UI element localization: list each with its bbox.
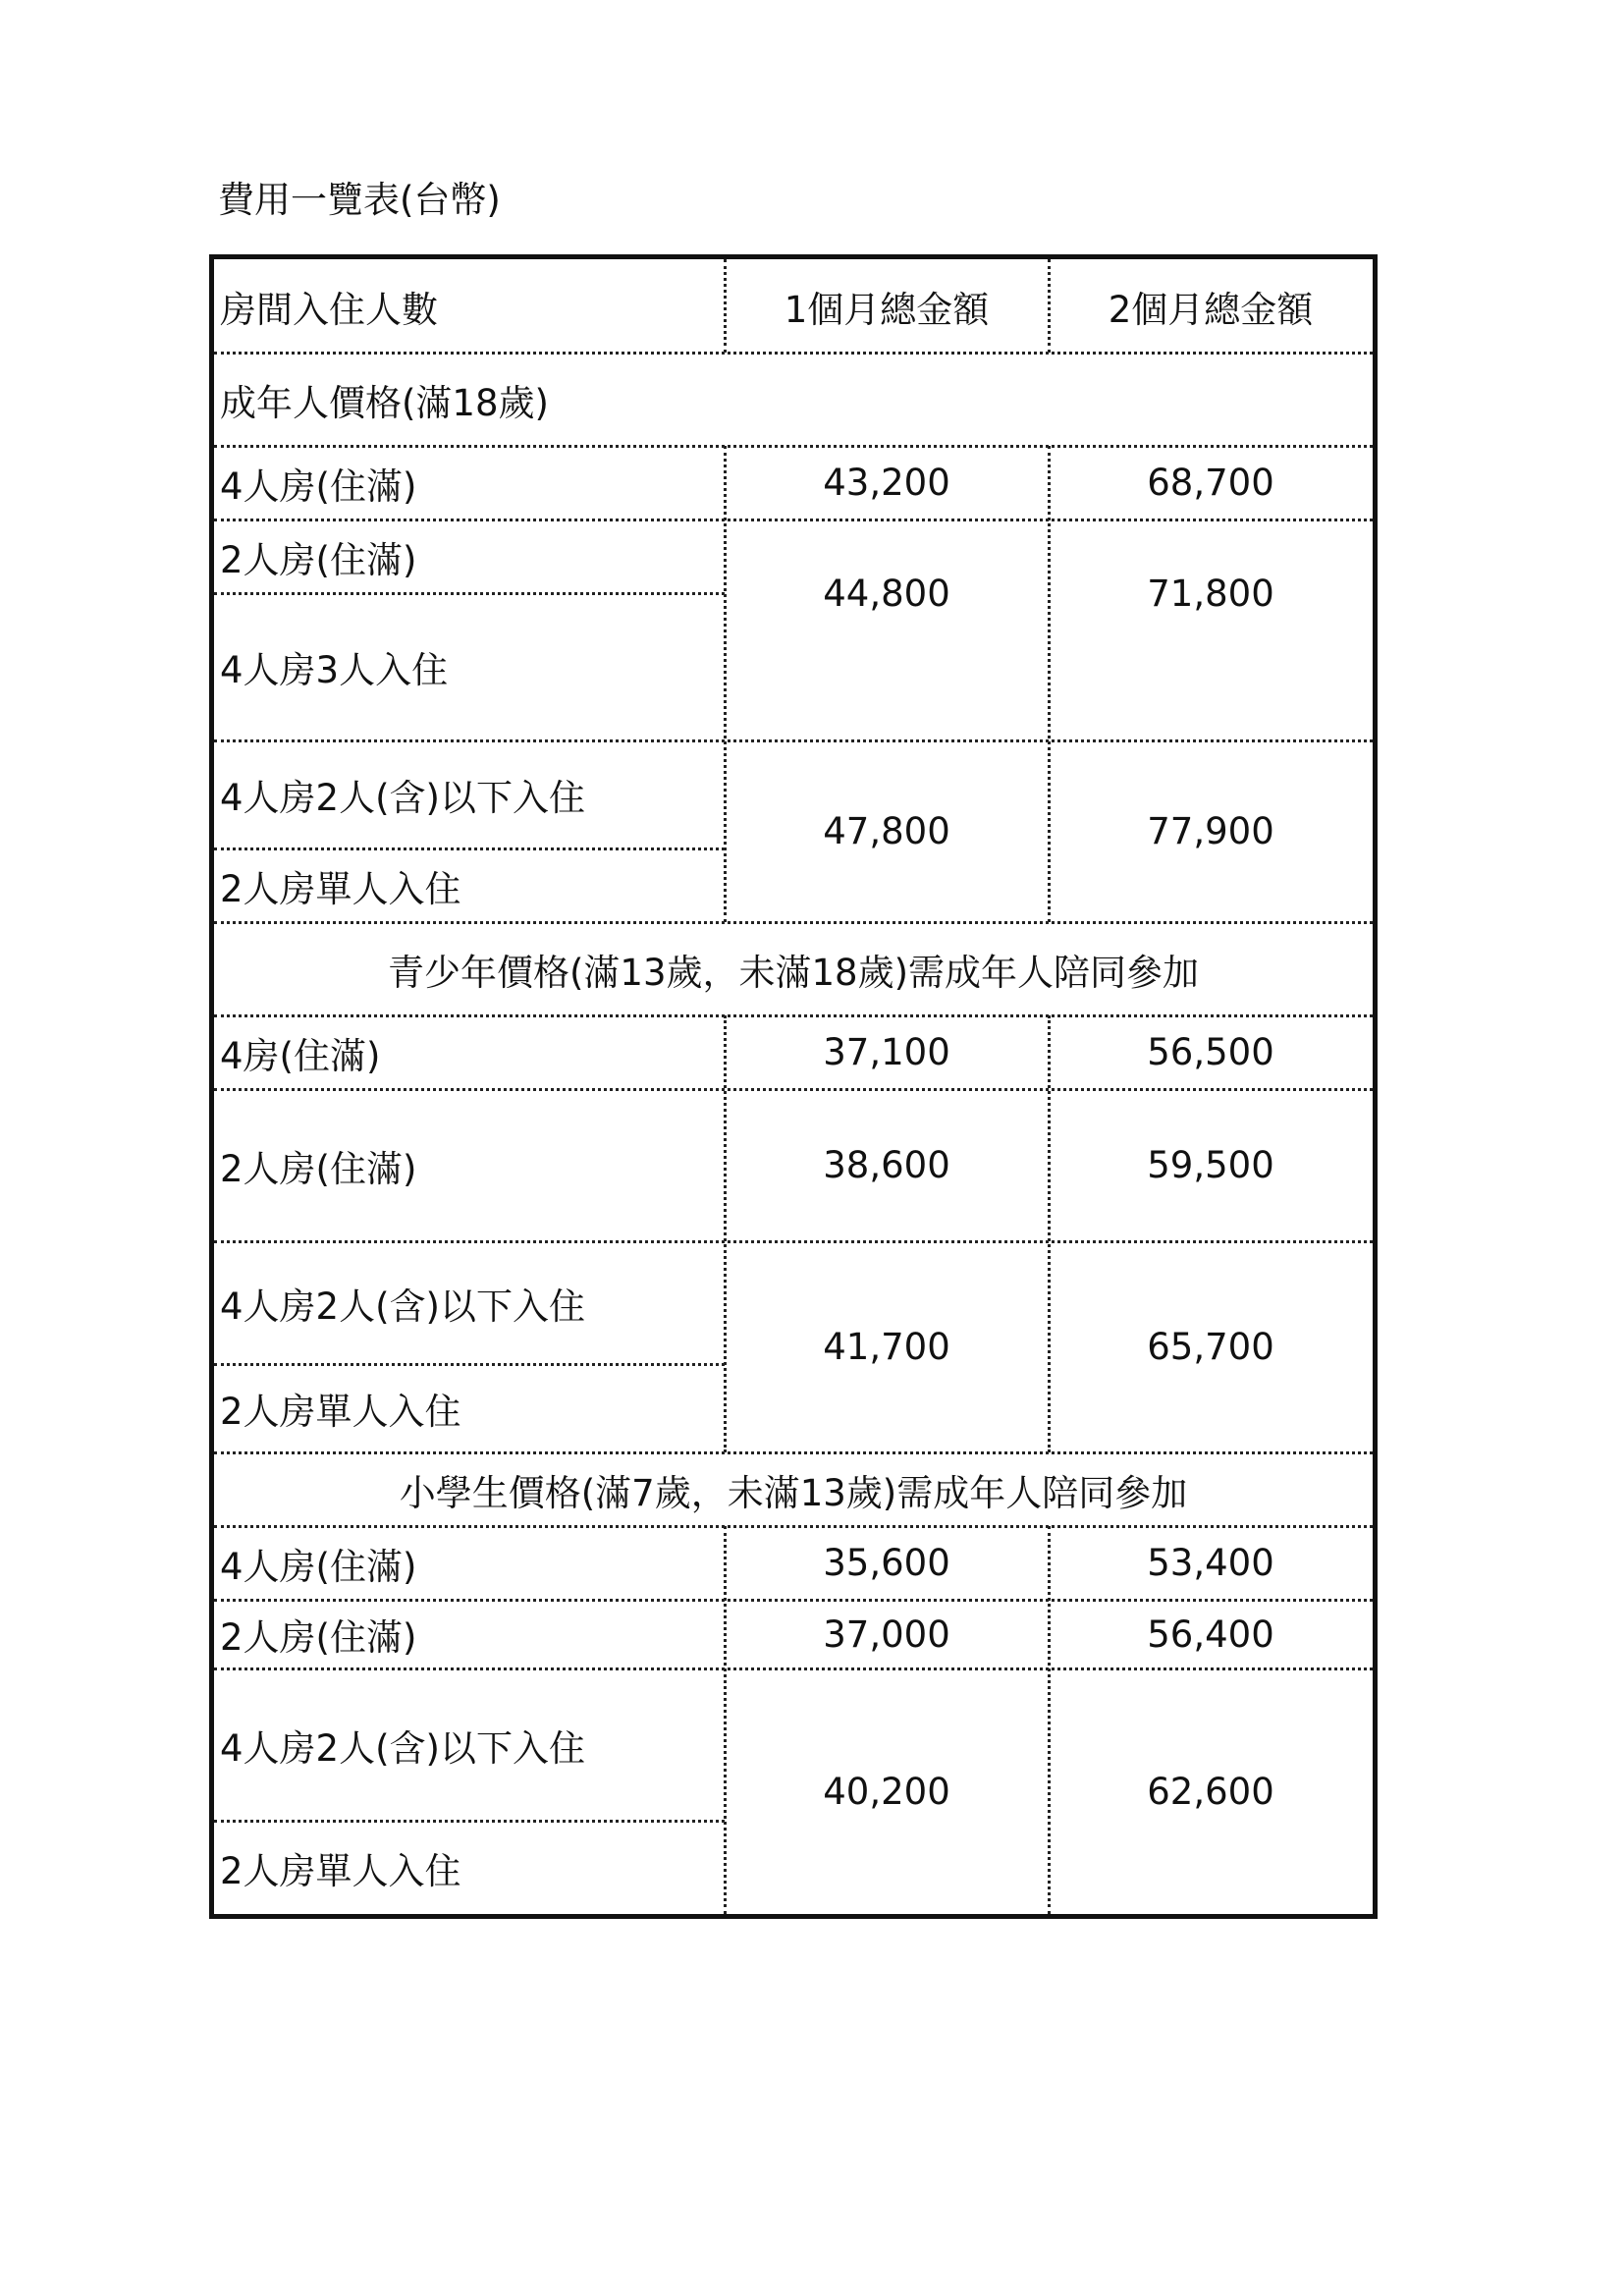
price-two-months: 71,800 — [1147, 572, 1274, 615]
price-one-month: 38,600 — [823, 1144, 950, 1186]
column-divider — [1048, 446, 1051, 922]
room-label: 4人房(住滿) — [220, 465, 417, 508]
row-divider — [214, 1525, 1373, 1528]
section-label-adult: 成年人價格(滿18歲) — [220, 381, 549, 424]
column-divider — [724, 1526, 727, 1914]
fee-table — [209, 254, 1378, 1919]
room-label: 2人房單人入住 — [220, 867, 461, 910]
price-one-month: 43,200 — [823, 462, 950, 504]
room-label: 4人房2人(含)以下入住 — [220, 1726, 585, 1770]
sub-row-divider — [214, 1820, 725, 1823]
room-label: 2人房(住滿) — [220, 1616, 417, 1659]
price-two-months: 65,700 — [1147, 1326, 1274, 1368]
column-divider — [1048, 1526, 1051, 1914]
room-label: 4人房3人入住 — [220, 649, 449, 691]
section-label-elementary: 小學生價格(滿7歲，未滿13歲)需成年人陪同參加 — [399, 1471, 1188, 1514]
price-one-month: 41,700 — [823, 1326, 950, 1368]
row-divider — [214, 921, 1373, 924]
price-two-months: 77,900 — [1147, 810, 1274, 852]
price-two-months: 59,500 — [1147, 1144, 1274, 1186]
price-two-months: 56,400 — [1147, 1613, 1274, 1656]
room-label: 2人房(住滿) — [220, 538, 417, 581]
row-divider — [214, 1014, 1373, 1017]
price-one-month: 47,800 — [823, 810, 950, 852]
row-divider — [214, 1088, 1373, 1091]
price-one-month: 44,800 — [823, 572, 950, 615]
column-divider — [724, 446, 727, 922]
header-one-month-total: 1個月總金額 — [784, 288, 990, 331]
row-divider — [214, 1240, 1373, 1243]
column-divider — [1048, 259, 1051, 353]
room-label: 2人房單人入住 — [220, 1849, 461, 1892]
header-room-occupancy: 房間入住人數 — [220, 288, 438, 331]
room-label: 2人房單人入住 — [220, 1391, 461, 1433]
price-one-month: 35,600 — [823, 1542, 950, 1584]
page-title: 費用一覽表(台幣) — [218, 179, 501, 221]
row-divider — [214, 1451, 1373, 1454]
room-label: 4人房(住滿) — [220, 1545, 417, 1588]
sub-row-divider — [214, 592, 725, 595]
price-one-month: 37,100 — [823, 1031, 950, 1073]
column-divider — [724, 1015, 727, 1452]
header-two-month-total: 2個月總金額 — [1108, 288, 1314, 331]
row-divider — [214, 1667, 1373, 1670]
sub-row-divider — [214, 1363, 725, 1366]
price-two-months: 68,700 — [1147, 462, 1274, 504]
room-label: 4人房2人(含)以下入住 — [220, 1285, 585, 1328]
section-label-teen: 青少年價格(滿13歲，未滿18歲)需成年人陪同參加 — [387, 951, 1200, 994]
sub-row-divider — [214, 847, 725, 850]
price-one-month: 40,200 — [823, 1770, 950, 1813]
row-divider — [214, 739, 1373, 742]
row-divider — [214, 445, 1373, 448]
row-divider — [214, 1599, 1373, 1602]
row-divider — [214, 352, 1373, 355]
price-two-months: 53,400 — [1147, 1542, 1274, 1584]
room-label: 4房(住滿) — [220, 1034, 381, 1077]
column-divider — [1048, 1015, 1051, 1452]
price-one-month: 37,000 — [823, 1613, 950, 1656]
room-label: 4人房2人(含)以下入住 — [220, 777, 585, 819]
room-label: 2人房(住滿) — [220, 1147, 417, 1190]
price-two-months: 62,600 — [1147, 1770, 1274, 1813]
price-two-months: 56,500 — [1147, 1031, 1274, 1073]
row-divider — [214, 519, 1373, 521]
column-divider — [724, 259, 727, 353]
